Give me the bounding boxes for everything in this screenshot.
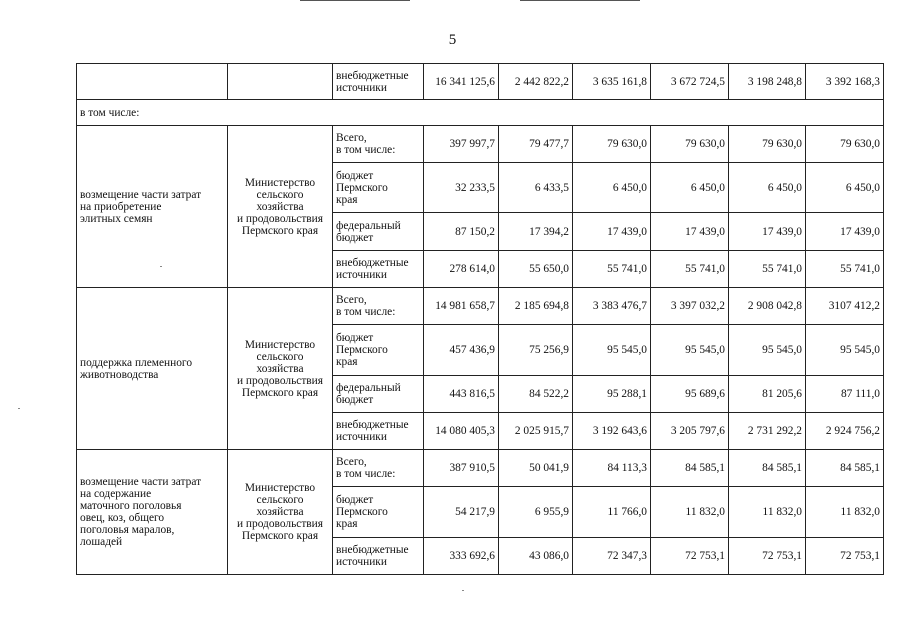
source-cell: Всего, в том числе:: [333, 126, 424, 163]
value-cell: 54 217,9: [424, 487, 499, 538]
scan-speck: [18, 408, 20, 409]
value-cell: 95 545,0: [573, 325, 651, 376]
value-cell: 17 439,0: [806, 213, 884, 251]
value-cell: 2 924 756,2: [806, 413, 884, 450]
value-cell: 55 741,0: [573, 251, 651, 288]
value-cell: 443 816,5: [424, 376, 499, 413]
table-row: [77, 100, 884, 126]
value-cell: 79 477,7: [499, 126, 573, 163]
value-cell: 397 997,7: [424, 126, 499, 163]
measure-description: поддержка племенного животноводства: [77, 288, 228, 450]
value-cell: 3 392 168,3: [806, 64, 884, 100]
value-cell: 2 442 822,2: [499, 64, 573, 100]
value-cell: 11 832,0: [806, 487, 884, 538]
value-cell: 17 439,0: [729, 213, 806, 251]
value-cell: 2 025 915,7: [499, 413, 573, 450]
responsible-organization: Министерство сельского хозяйства и продовольствия Пермского края: [228, 126, 333, 288]
value-cell: 43 086,0: [499, 538, 573, 575]
value-cell: 95 545,0: [651, 325, 729, 376]
value-cell: 333 692,6: [424, 538, 499, 575]
value-cell: 84 522,2: [499, 376, 573, 413]
scan-speck: [462, 590, 464, 591]
section-heading: в том числе:: [77, 100, 884, 126]
value-cell: 3 635 161,8: [573, 64, 651, 100]
source-cell: внебюджетные источники: [333, 413, 424, 450]
value-cell: 14 981 658,7: [424, 288, 499, 325]
value-cell: 2 908 042,8: [729, 288, 806, 325]
top-rule-right: [520, 0, 640, 1]
value-cell: 3107 412,2: [806, 288, 884, 325]
value-cell: 6 955,9: [499, 487, 573, 538]
table-row: [77, 450, 884, 487]
value-cell: 95 545,0: [806, 325, 884, 376]
value-cell: 55 741,0: [651, 251, 729, 288]
scan-speck: [160, 266, 162, 267]
value-cell: 2 185 694,8: [499, 288, 573, 325]
measure-description: возмещение части затрат на приобретение элитных семян: [77, 126, 228, 288]
budget-table: [76, 63, 884, 575]
value-cell: 11 832,0: [651, 487, 729, 538]
value-cell: 87 150,2: [424, 213, 499, 251]
value-cell: 3 192 643,6: [573, 413, 651, 450]
value-cell: 87 111,0: [806, 376, 884, 413]
page-number: 5: [448, 32, 457, 48]
value-cell: 16 341 125,6: [424, 64, 499, 100]
value-cell: 72 753,1: [651, 538, 729, 575]
top-rule-left: [300, 0, 410, 1]
empty-cell: [77, 64, 228, 100]
value-cell: 95 288,1: [573, 376, 651, 413]
value-cell: 14 080 405,3: [424, 413, 499, 450]
value-cell: 6 450,0: [806, 163, 884, 213]
value-cell: 75 256,9: [499, 325, 573, 376]
value-cell: 79 630,0: [806, 126, 884, 163]
value-cell: 17 439,0: [651, 213, 729, 251]
value-cell: 95 545,0: [729, 325, 806, 376]
value-cell: 3 672 724,5: [651, 64, 729, 100]
value-cell: 6 433,5: [499, 163, 573, 213]
value-cell: 3 198 248,8: [729, 64, 806, 100]
source-cell: федеральный бюджет: [333, 213, 424, 251]
value-cell: 55 741,0: [729, 251, 806, 288]
value-cell: 3 205 797,6: [651, 413, 729, 450]
value-cell: 72 753,1: [806, 538, 884, 575]
responsible-organization: Министерство сельского хозяйства и продовольствия Пермского края: [228, 450, 333, 575]
value-cell: 84 585,1: [806, 450, 884, 487]
table-row: [77, 126, 884, 163]
value-cell: 32 233,5: [424, 163, 499, 213]
value-cell: 84 585,1: [651, 450, 729, 487]
source-cell: Всего, в том числе:: [333, 288, 424, 325]
value-cell: 79 630,0: [729, 126, 806, 163]
value-cell: 2 731 292,2: [729, 413, 806, 450]
value-cell: 11 766,0: [573, 487, 651, 538]
value-cell: 17 394,2: [499, 213, 573, 251]
source-cell: внебюджетные источники: [333, 538, 424, 575]
source-cell: внебюджетные источники: [333, 251, 424, 288]
value-cell: 6 450,0: [651, 163, 729, 213]
value-cell: 278 614,0: [424, 251, 499, 288]
source-cell: Всего, в том числе:: [333, 450, 424, 487]
source-cell: бюджет Пермского края: [333, 487, 424, 538]
source-cell: федеральный бюджет: [333, 376, 424, 413]
value-cell: 3 397 032,2: [651, 288, 729, 325]
value-cell: 17 439,0: [573, 213, 651, 251]
value-cell: 3 383 476,7: [573, 288, 651, 325]
value-cell: 50 041,9: [499, 450, 573, 487]
source-cell: бюджет Пермского края: [333, 325, 424, 376]
value-cell: 79 630,0: [651, 126, 729, 163]
value-cell: 84 585,1: [729, 450, 806, 487]
value-cell: 55 741,0: [806, 251, 884, 288]
value-cell: 55 650,0: [499, 251, 573, 288]
table-row: [77, 64, 884, 100]
value-cell: 387 910,5: [424, 450, 499, 487]
measure-description: возмещение части затрат на содержание маточного поголовья овец, коз, общего поголовья маралов, лошадей: [77, 450, 228, 575]
empty-cell: [228, 64, 333, 100]
value-cell: 84 113,3: [573, 450, 651, 487]
value-cell: 72 347,3: [573, 538, 651, 575]
value-cell: 457 436,9: [424, 325, 499, 376]
source-cell: бюджет Пермского края: [333, 163, 424, 213]
value-cell: 79 630,0: [573, 126, 651, 163]
table-row: [77, 288, 884, 325]
value-cell: 81 205,6: [729, 376, 806, 413]
value-cell: 95 689,6: [651, 376, 729, 413]
value-cell: 11 832,0: [729, 487, 806, 538]
value-cell: 72 753,1: [729, 538, 806, 575]
value-cell: 6 450,0: [729, 163, 806, 213]
responsible-organization: Министерство сельского хозяйства и продовольствия Пермского края: [228, 288, 333, 450]
source-cell: внебюджетные источники: [333, 64, 424, 100]
value-cell: 6 450,0: [573, 163, 651, 213]
